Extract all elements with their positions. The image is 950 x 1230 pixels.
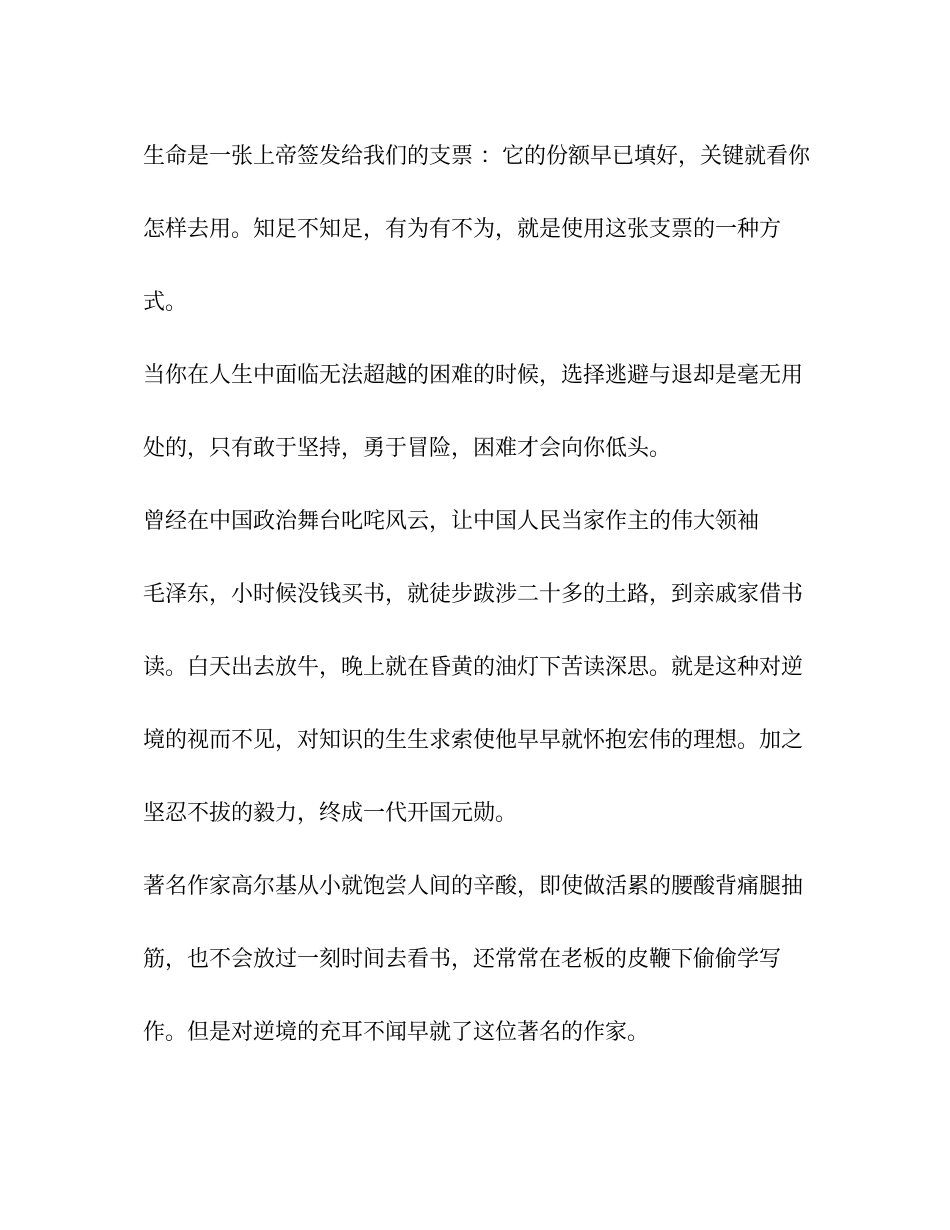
text-line: 著名作家高尔基从小就饱尝人间的辛酸，即使做活累的腰酸背痛腿抽 xyxy=(143,874,804,899)
text-line: 怎样去用。知足不知足，有为有不为，就是使用这张支票的一种方 xyxy=(143,217,782,242)
text-line: 筋，也不会放过一刻时间去看书，还常常在老板的皮鞭下偷偷学写 xyxy=(143,947,782,972)
text-line: 作。但是对逆境的充耳不闻早就了这位著名的作家。 xyxy=(143,1020,650,1045)
text-line: 读。白天出去放牛，晚上就在昏黄的油灯下苦读深思。就是这种对逆 xyxy=(143,655,804,680)
text-line: 曾经在中国政治舞台叱咤风云，让中国人民当家作主的伟大领袖 xyxy=(143,509,760,534)
text-line: 毛泽东，小时候没钱买书，就徒步跋涉二十多的土路，到亲戚家借书 xyxy=(143,582,804,607)
text-line: 境的视而不见，对知识的生生求索使他早早就怀抱宏伟的理想。加之 xyxy=(143,728,804,753)
text-line: 式。 xyxy=(143,290,188,315)
text-line: 当你在人生中面临无法超越的困难的时候，选择逃避与退却是毫无用 xyxy=(143,363,804,388)
text-line: 坚忍不拔的毅力，终成一代开国元勋。 xyxy=(143,801,518,826)
text-line: 生命是一张上帝签发给我们的支票 ：它的份额早已填好，关键就看你 xyxy=(143,144,810,169)
text-line: 处的，只有敢于坚持，勇于冒险，困难才会向你低头。 xyxy=(143,436,672,461)
